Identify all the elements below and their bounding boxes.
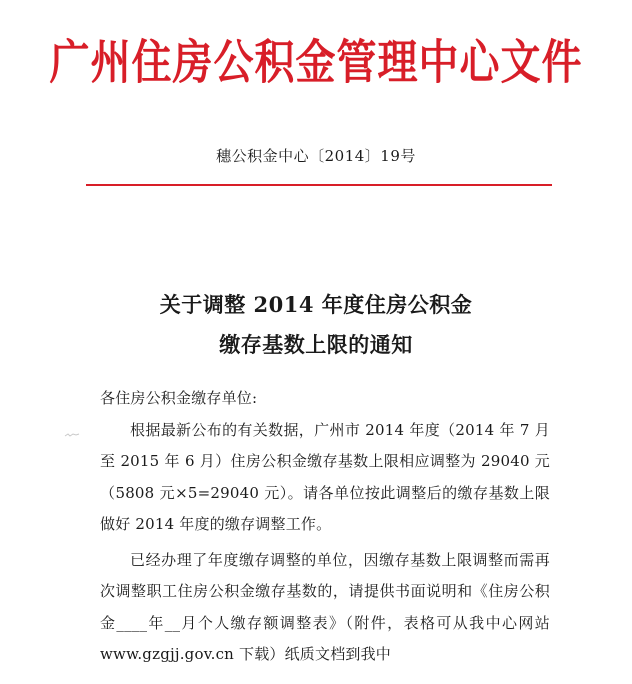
scan-mark-icon xyxy=(64,432,80,438)
notice-body xyxy=(100,383,550,671)
notice-title-line-1: 关于调整 2014 年度住房公积金 xyxy=(159,292,473,317)
body-paragraph-1: 根据最新公布的有关数据，广州市 2014 年度（2014 年 7 月至 2015 年 6 月）住房公积金缴存基数上限相应调整为 29040 元（5808 元×5=29040 元）。请各单位按此调整后的缴存基数上限做好 2014 年度的缴存调整工作。 xyxy=(100,420,550,533)
notice-title-line-2: 缴存基数上限的通知 xyxy=(219,332,413,357)
notice-title xyxy=(0,285,632,365)
addressee: 各住房公积金缴存单位: xyxy=(100,389,258,407)
red-divider-line xyxy=(86,184,552,186)
document-header-title: 广州住房公积金管理中心文件 xyxy=(49,35,583,91)
body-paragraph-2: 已经办理了年度缴存调整的单位，因缴存基数上限调整而需再次调整职工住房公积金缴存基数的，请提供书面说明和《住房公积金____年__月个人缴存额调整表》（附件，表格可从我中心网站 www.gzgjj.gov.cn 下载）纸质文档到我中 xyxy=(100,550,550,663)
document-number: 穗公积金中心〔2014〕19号 xyxy=(216,147,416,165)
